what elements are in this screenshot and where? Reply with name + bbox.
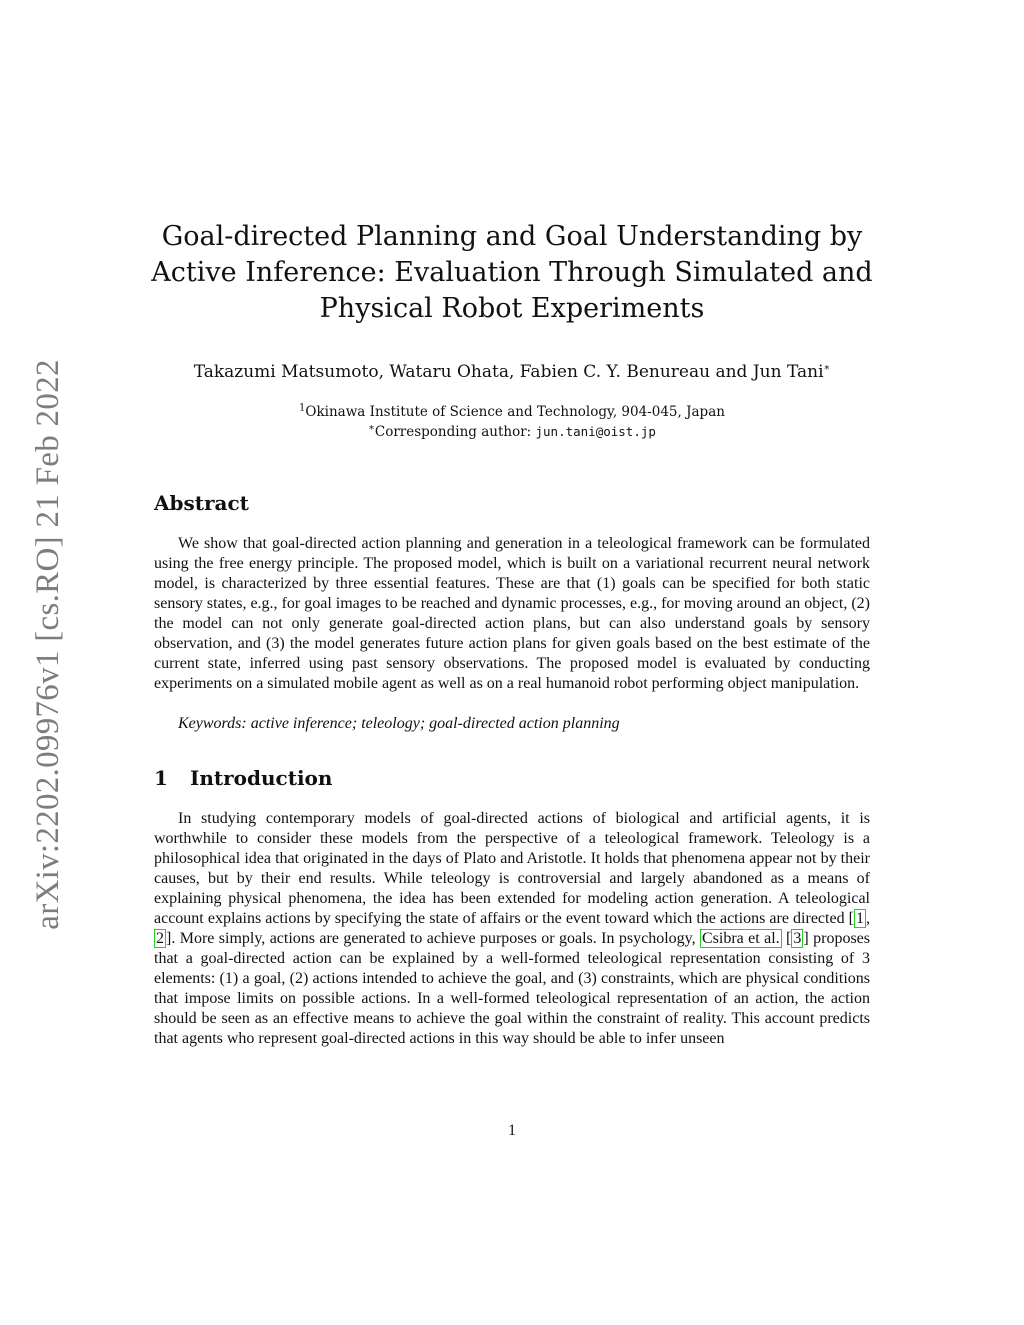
affiliation-block bbox=[150, 402, 874, 442]
intro-text-2: ]. More simply, actions are generated to achieve purposes or goals. In psychology, bbox=[166, 930, 700, 947]
author-list bbox=[150, 360, 874, 384]
intro-text-1: In studying contemporary models of goal-directed actions of biological and artificial agents, it is worthwhile to consider these models from the perspective of a teleological framework. Teleology is a philosophical idea that originated in the days of Plato and Aristotle. It holds that phenomena appear not by their causes, but by their end results. While teleology is controversial and largely abandoned as a means of explaining physical phenomena, the idea has been extended for modeling action generation. A teleological account explains actions by specifying the state of affairs or the event toward which the actions are directed [ bbox=[154, 810, 870, 927]
corresponding-mark: ∗ bbox=[368, 422, 375, 434]
arxiv-id-text: arXiv:2202.09976v1 [cs.RO] 21 Feb 2022 bbox=[29, 359, 66, 930]
affiliation-line bbox=[150, 402, 874, 422]
section-heading-introduction bbox=[154, 765, 332, 791]
page-number: 1 bbox=[508, 1122, 516, 1139]
section-number: 1 bbox=[154, 766, 168, 790]
citation-author-link[interactable]: Csibra et al. bbox=[702, 930, 780, 947]
abstract-heading: Abstract bbox=[154, 491, 249, 515]
arxiv-identifier-stamp bbox=[27, 352, 69, 937]
paper-title: Goal-directed Planning and Goal Understanding by Active Inference: Evaluation Through Simulated and Physical Robot Experiments bbox=[151, 221, 873, 324]
corresponding-label: Corresponding author: bbox=[374, 424, 536, 440]
intro-text-4: ] proposes that a goal-directed action can be explained by a well-formed teleological representation consisting of 3 elements: (1) a goal, (2) actions intended to achieve the goal, and (3) constraints, which are physical conditions that impose limits on possible actions. In a well-formed teleological representation of an action, the action should be seen as an effective means to achieve the goal within the constraint of reality. This account predicts that agents who represent goal-directed actions in this way should be able to infer unseen bbox=[154, 930, 870, 1047]
citation-separator: , bbox=[866, 910, 870, 927]
introduction-paragraph bbox=[154, 809, 870, 1049]
corresponding-author-line bbox=[150, 422, 874, 442]
corresponding-author-mark: ∗ bbox=[823, 362, 831, 374]
corresponding-email[interactable]: jun.tani@oist.jp bbox=[535, 424, 656, 439]
author-names: Takazumi Matsumoto, Wataru Ohata, Fabien C. Y. Benureau and Jun Tani bbox=[193, 362, 824, 382]
citation-link-2[interactable]: 2 bbox=[156, 930, 164, 947]
affiliation-text: Okinawa Institute of Science and Technology, 904-045, Japan bbox=[305, 404, 725, 420]
abstract-text: We show that goal-directed action planning and generation in a teleological framework can be formulated using the free energy principle. The proposed model, which is built on a variational recurrent neural network model, is characterized by three essential features. These are that (1) goals can be specified for both static sensory states, e.g., for goal images to be reached and dynamic processes, e.g., for moving around an object, (2) the model can not only generate goal-directed action plans, but can also understand goals by sensory observation, and (3) the model generates future action plans for given goals based on the best estimate of the current state, inferred using past sensory observations. The proposed model is evaluated by conducting experiments on a simulated mobile agent as well as on a real humanoid robot performing object manipulation. bbox=[154, 535, 870, 692]
keywords: Keywords: active inference; teleology; goal-directed action planning bbox=[178, 715, 620, 732]
citation-link-3[interactable]: 3 bbox=[793, 930, 802, 947]
section-title: Introduction bbox=[190, 766, 333, 790]
citation-link-1[interactable]: 1 bbox=[856, 910, 864, 927]
affiliation-mark: 1 bbox=[299, 402, 306, 414]
intro-text-3: [ bbox=[781, 930, 792, 947]
